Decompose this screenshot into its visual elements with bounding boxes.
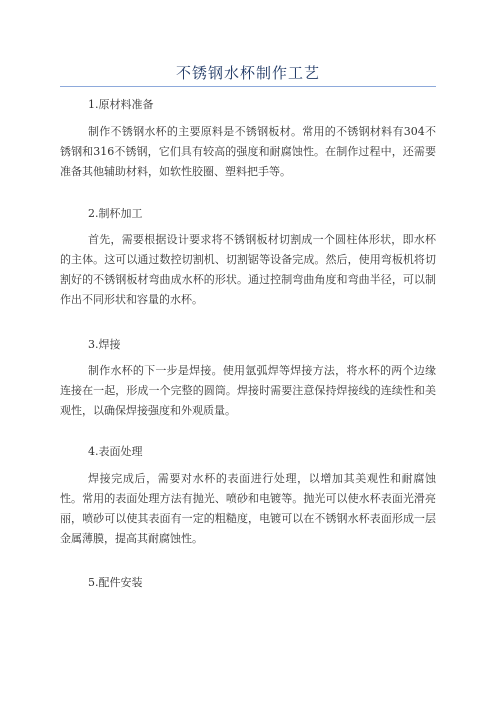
section-heading-1: 1.原材料准备 bbox=[88, 98, 154, 111]
document-title: 不锈钢水杯制作工艺 bbox=[175, 64, 320, 82]
section-paragraph-4: 焊接完成后，需要对水杯的表面进行处理，以增加其美观性和耐腐蚀性。常用的表面处理方法有抛光、喷砂和电镀等。抛光可以使水杯表面光滑亮丽，喷砂可以使其表面有一定的粗糙度，电镀可以在不锈钢水杯表面形成一层金属薄膜，提高其耐腐蚀性。 bbox=[60, 472, 436, 545]
section-heading-3: 3.焊接 bbox=[88, 338, 121, 351]
title-underline bbox=[60, 86, 436, 87]
section-heading-2: 2.制杯加工 bbox=[88, 207, 143, 220]
section-heading-4: 4.表面处理 bbox=[88, 445, 143, 458]
section-heading-5: 5.配件安装 bbox=[88, 576, 143, 589]
section-paragraph-2: 首先，需要根据设计要求将不锈钢板材切割成一个圆柱体形状，即水杯的主体。这可以通过数控切割机、切割锯等设备完成。然后，使用弯板机将切割好的不锈钢板材弯曲成水杯的形状。通过控制弯曲角度和弯曲半径，可以制作出不同形状和容量的水杯。 bbox=[60, 233, 436, 306]
section-paragraph-3: 制作水杯的下一步是焊接。使用氩弧焊等焊接方法，将水杯的两个边缘连接在一起，形成一个完整的圆筒。焊接时需要注意保持焊接线的连续性和美观性，以确保焊接强度和外观质量。 bbox=[60, 364, 436, 417]
section-paragraph-1: 制作不锈钢水杯的主要原料是不锈钢板材。常用的不锈钢材料有304不锈钢和316不锈钢，它们具有较高的强度和耐腐蚀性。在制作过程中，还需要准备其他辅助材料，如软性胶圈、塑料把手等。 bbox=[60, 125, 436, 178]
